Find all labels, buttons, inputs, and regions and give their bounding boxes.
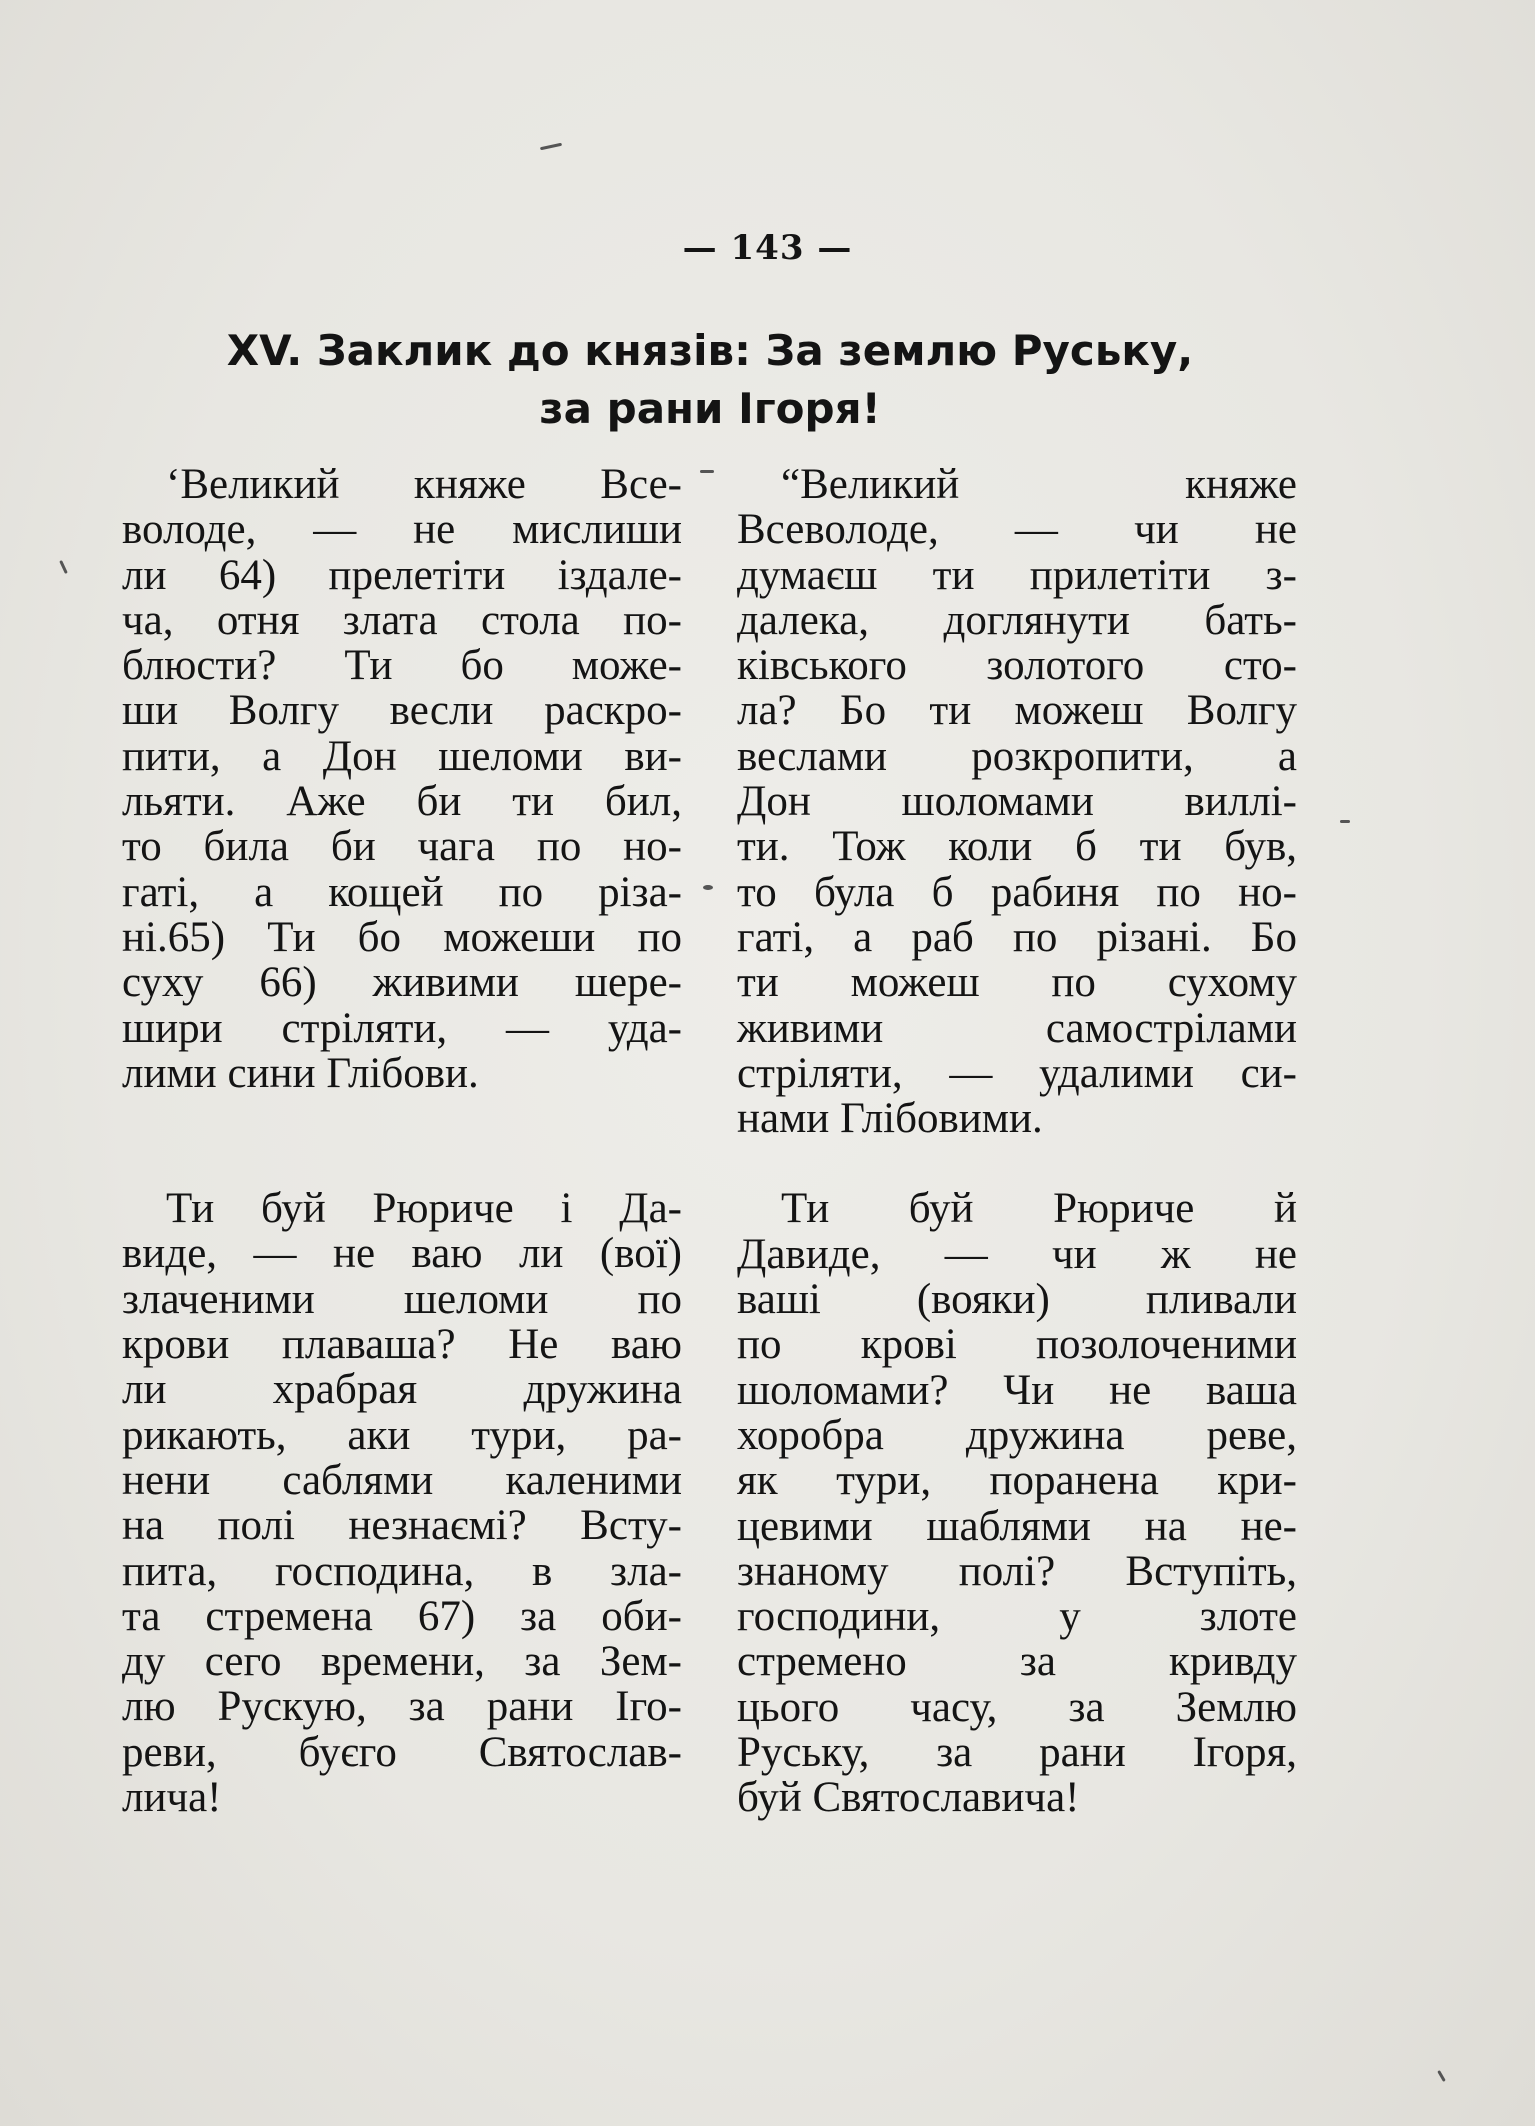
text-line: льяти. Аже би ти бил,: [122, 778, 682, 826]
text-line: стріляти, — удалими си-: [737, 1049, 1297, 1097]
text-line: ча, отня злата стола по-: [122, 596, 682, 644]
text-line: та стремена 67) за оби-: [122, 1592, 682, 1640]
text-line: Давиде, — чи ж не: [737, 1230, 1297, 1278]
text-line: буй Святославича!: [737, 1774, 1080, 1822]
text-line: господини, у злоте: [737, 1593, 1297, 1641]
text-line: ши Волгу весли раскро-: [122, 687, 682, 735]
text-line: лю Рускую, за рани Іго-: [122, 1683, 682, 1731]
left-paragraph-1: [122, 462, 682, 1096]
text-line: лича!: [122, 1774, 222, 1822]
text-line: злаченими шеломи по: [122, 1275, 682, 1323]
text-line: стремено за кривду: [737, 1638, 1297, 1686]
text-line: Дон шоломами виллі-: [737, 778, 1297, 826]
text-line: думаєш ти прилетіти з-: [737, 551, 1297, 599]
right-paragraph-1: [737, 462, 1297, 1141]
text-line: крови плаваша? Не ваю: [122, 1321, 682, 1369]
text-line: Ти буй Рюриче й: [781, 1185, 1297, 1233]
text-line: далека, доглянути бать-: [737, 596, 1297, 644]
text-line: ваші (вояки) пливали: [737, 1276, 1297, 1324]
text-line: знаному полі? Вступіть,: [737, 1547, 1297, 1595]
page-number: — 143 —: [682, 228, 853, 268]
section-heading: [180, 322, 1240, 438]
paper-speck: [1340, 820, 1350, 823]
left-column-original-text: [122, 462, 682, 1820]
text-line: гаті, а раб по різані. Бо: [737, 913, 1297, 961]
paper-speck: [59, 560, 68, 574]
text-line: шоломами? Чи не ваша: [737, 1366, 1297, 1414]
text-line: цевими шаблями на не-: [737, 1502, 1297, 1550]
paper-speck: [703, 885, 713, 890]
text-line: на полі незнаємі? Всту-: [122, 1502, 682, 1550]
text-line: ківського золотого сто-: [737, 642, 1297, 690]
text-line: “Великий княже: [781, 461, 1297, 508]
text-line: нами Глібовими.: [737, 1095, 1043, 1143]
text-line: ні.65) Ти бо можеши по: [122, 913, 682, 961]
text-line: Всеволоде, — чи не: [737, 506, 1297, 554]
text-line: Ти буй Рюриче і Да-: [166, 1185, 682, 1233]
text-line: ‘Великий княже Все-: [166, 461, 682, 508]
text-line: нени саблями каленими: [122, 1456, 682, 1504]
text-line: лими сини Глібови.: [122, 1049, 479, 1097]
text-line: рикають, аки тури, ра-: [122, 1411, 682, 1459]
text-line: виде, — не ваю ли (вої): [122, 1230, 682, 1278]
text-line: володе, — не мислиши: [122, 506, 682, 554]
text-line: шири стріляти, — уда-: [122, 1004, 682, 1052]
text-line: веслами розкропити, а: [737, 732, 1297, 780]
text-line: як тури, поранена кри-: [737, 1457, 1297, 1505]
paper-speck: [700, 470, 714, 473]
text-line: ла? Бо ти можеш Волгу: [737, 687, 1297, 735]
text-line: Руську, за рани Ігоря,: [737, 1729, 1297, 1777]
text-line: ти можеш по сухому: [737, 959, 1297, 1007]
paper-speck: [1437, 2070, 1446, 2082]
text-line: пити, а Дон шеломи ви-: [122, 732, 682, 780]
text-line: хоробра дружина реве,: [737, 1411, 1297, 1459]
left-paragraph-2: [122, 1186, 682, 1820]
text-line: то била би чага по но-: [122, 823, 682, 871]
right-paragraph-2: [737, 1186, 1297, 1820]
text-line: ли 64) прелетіти іздале-: [122, 551, 682, 599]
text-line: реви, буєго Святослав-: [122, 1728, 682, 1776]
text-line: гаті, а кощей по різа-: [122, 868, 682, 916]
text-line: ду сего времени, за Зем-: [122, 1638, 682, 1686]
text-line: цього часу, за Землю: [737, 1683, 1297, 1731]
text-line: пита, господина, в зла-: [122, 1547, 682, 1595]
paper-speck: [540, 143, 562, 151]
text-line: живими самострілами: [737, 1004, 1297, 1052]
text-line: то була б рабиня по но-: [737, 868, 1297, 916]
text-line: ти. Тож коли б ти був,: [737, 823, 1297, 871]
right-column-translation: [737, 462, 1297, 1821]
text-line: по крові позолоченими: [737, 1321, 1297, 1369]
text-line: блюсти? Ти бо може-: [122, 642, 682, 690]
text-line: ли храбрая дружина: [122, 1366, 682, 1414]
heading-line-2: за рани Ігоря!: [539, 384, 881, 433]
heading-line-1: XV. Заклик до князів: За землю Руську,: [226, 326, 1194, 375]
text-line: суху 66) живими шере-: [122, 959, 682, 1007]
